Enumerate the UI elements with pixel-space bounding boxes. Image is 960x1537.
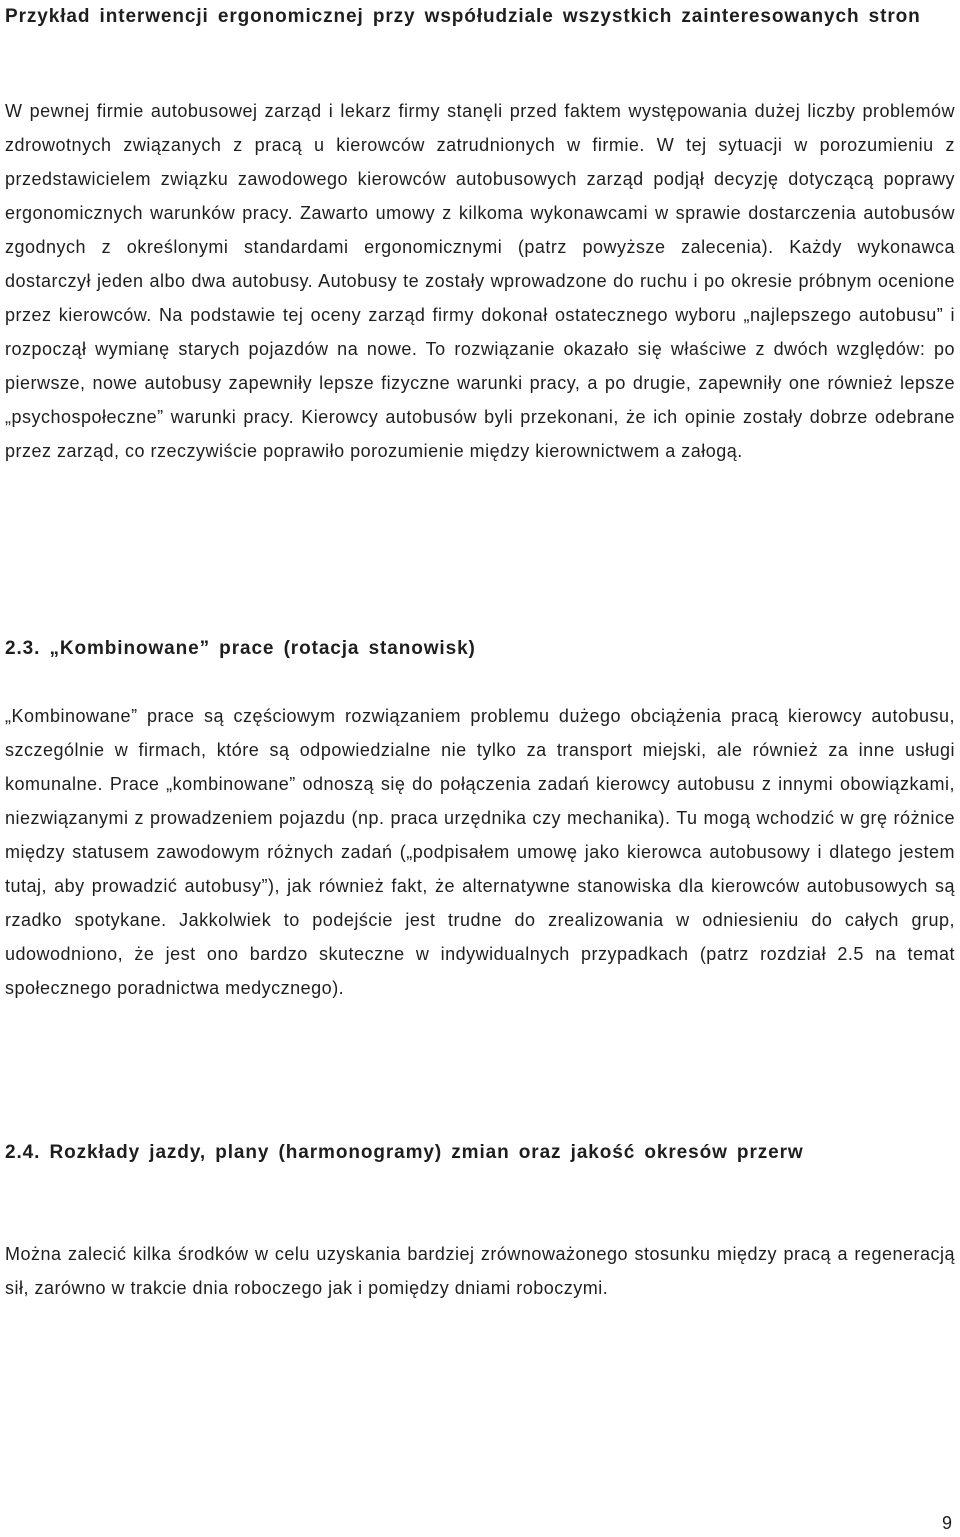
example-heading: Przykład interwencji ergonomicznej przy współudziale wszystkich zainteresowanych stron [5, 6, 921, 27]
section-2-4-paragraph: Można zalecić kilka środków w celu uzyskania bardziej zrównoważonego stosunku między pracą a regeneracją sił, zarówno w trakcie dnia roboczego jak i pomiędzy dniami roboczymi. [5, 1244, 955, 1298]
section-2-3-paragraph: „Kombinowane” prace są częściowym rozwiązaniem problemu dużego obciążenia pracą kierowcy autobusu, szczególnie w firmach, które są odpowiedzialne nie tylko za transport miejski, ale również za inne usługi komunalne. Prace „kombinowane” odnoszą się do połączenia zadań kierowcy autobusu z innymi obowiązkami, niezwiązanymi z prowadzeniem pojazdu (np. praca urzędnika czy mechanika). Tu mogą wchodzić w grę różnice między statusem zawodowym różnych zadań („podpisałem umowę jako kierowca autobusowy i dlatego jestem tutaj, aby prowadzić autobusy”), jak również fakt, że alternatywne stanowiska dla kierowców autobusowych są rzadko spotykane. Jakkolwiek to podejście jest trudne do zrealizowania w odniesieniu do całych grup, udowodniono, że jest ono bardzo skuteczne w indywidualnych przypadkach (patrz rozdział 2.5 na temat społecznego poradnictwa medycznego). [5, 706, 955, 998]
section-2-4-heading: 2.4. Rozkłady jazdy, plany (harmonogramy) zmian oraz jakość okresów przerw [5, 1142, 804, 1163]
page-number: 9 [941, 1513, 952, 1533]
example-paragraph: W pewnej firmie autobusowej zarząd i lekarz firmy stanęli przed faktem występowania dużej liczby problemów zdrowotnych związanych z pracą u kierowców zatrudnionych w firmie. W tej sytuacji w porozumieniu z przedstawicielem związku zawodowego kierowców autobusowych zarząd podjął decyzję dotyczącą poprawy ergonomicznych warunków pracy. Zawarto umowy z kilkoma wykonawcami w sprawie dostarczenia autobusów zgodnych z określonymi standardami ergonomicznymi (patrz powyższe zalecenia). Każdy wykonawca dostarczył jeden albo dwa autobusy. Autobusy te zostały wprowadzone do ruchu i po okresie próbnym ocenione przez kierowców. Na podstawie tej oceny zarząd firmy dokonał ostatecznego wyboru „najlepszego autobusu” i rozpoczął wymianę starych pojazdów na nowe. To rozwiązanie okazało się właściwe z dwóch względów: po pierwsze, nowe autobusy zapewniły lepsze fizyczne warunki pracy, a po drugie, zapewniły one również lepsze „psychospołeczne” warunki pracy. Kierowcy autobusów byli przekonani, że ich opinie zostały dobrze odebrane przez zarząd, co rzeczywiście poprawiło porozumienie między kierownictwem a załogą. [5, 101, 955, 461]
section-2-3-heading: 2.3. „Kombinowane” prace (rotacja stanowisk) [5, 638, 476, 659]
